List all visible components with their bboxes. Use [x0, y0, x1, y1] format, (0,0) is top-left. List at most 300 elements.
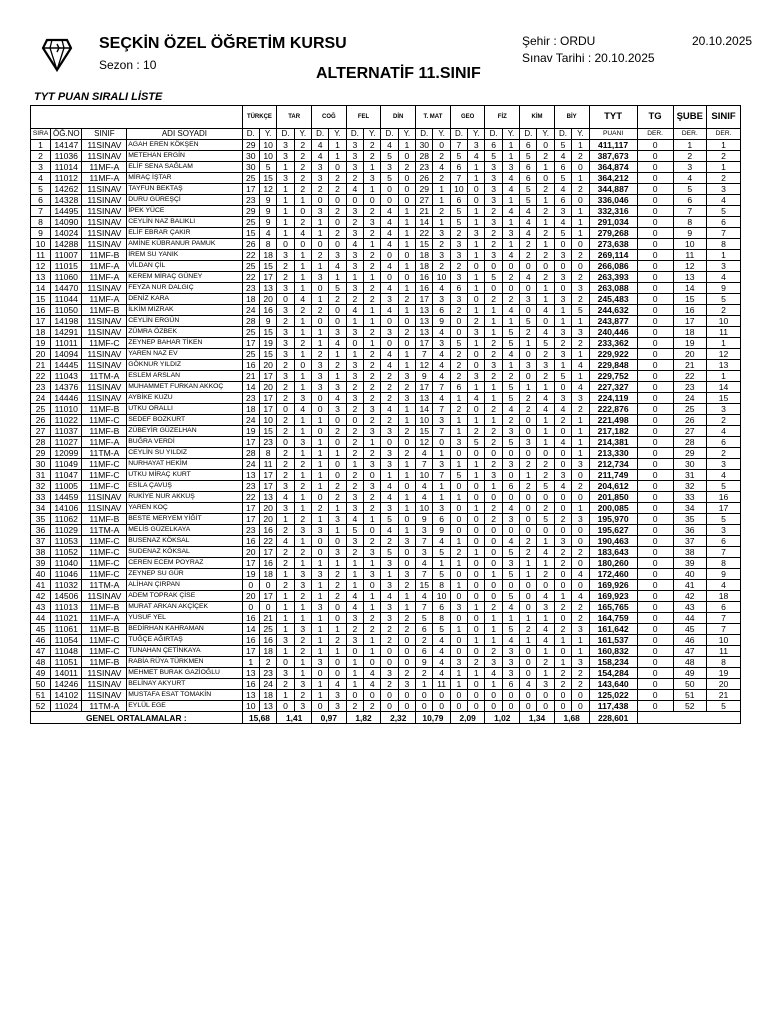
tyt-score-cell: 161,642 — [589, 624, 637, 635]
score-cell: 5 — [502, 437, 519, 448]
score-cell: 1 — [485, 635, 502, 646]
score-cell: 0 — [520, 602, 537, 613]
score-cell: 1 — [364, 184, 381, 195]
score-cell: 1 — [572, 448, 589, 459]
score-cell: 3 — [311, 382, 328, 393]
rank-cell: 34 — [31, 503, 51, 514]
score-cell: 17 — [242, 558, 259, 569]
tg-rank-cell: 0 — [637, 327, 673, 338]
class-cell: 11MF-C — [82, 569, 127, 580]
subject-header: FİZ — [485, 106, 520, 129]
sube-rank-cell: 37 — [673, 536, 707, 547]
score-cell: 5 — [520, 151, 537, 162]
class-cell: 11SINAV — [82, 492, 127, 503]
student-name-cell: DENİZ KARA — [127, 294, 242, 305]
score-cell: 28 — [242, 448, 259, 459]
score-cell: 4 — [277, 492, 294, 503]
score-cell: 0 — [277, 657, 294, 668]
score-cell: 2 — [554, 338, 571, 349]
student-name-cell: AYBİKE KUZU — [127, 393, 242, 404]
score-cell: 1 — [468, 283, 485, 294]
score-cell: 3 — [537, 679, 554, 690]
score-cell: 3 — [346, 327, 363, 338]
score-cell: 10 — [433, 272, 450, 283]
score-cell: 0 — [572, 492, 589, 503]
score-cell: 1 — [468, 305, 485, 316]
class-cell: 11MF-C — [82, 547, 127, 558]
tg-rank-cell: 0 — [637, 195, 673, 206]
score-cell: 0 — [468, 349, 485, 360]
wrong-header: Y. — [433, 129, 450, 140]
score-cell: 3 — [381, 580, 398, 591]
student-name-cell: ALİHAN ÇIRPAN — [127, 580, 242, 591]
score-cell: 1 — [468, 173, 485, 184]
score-cell: 3 — [398, 679, 415, 690]
tyt-score-cell: 117,438 — [589, 701, 637, 712]
score-cell: 2 — [485, 459, 502, 470]
score-cell: 3 — [294, 569, 311, 580]
class-cell: 11MF-A — [82, 294, 127, 305]
sinif-rank-cell: 14 — [707, 382, 741, 393]
score-cell: 2 — [311, 250, 328, 261]
score-cell: 2 — [346, 404, 363, 415]
score-cell: 1 — [294, 272, 311, 283]
score-cell: 17 — [242, 437, 259, 448]
score-cell: 2 — [450, 349, 467, 360]
score-cell: 29 — [242, 140, 259, 151]
score-cell: 1 — [537, 283, 554, 294]
score-cell: 0 — [329, 316, 346, 327]
wrong-header: Y. — [502, 129, 519, 140]
score-cell: 30 — [416, 140, 433, 151]
tyt-score-cell: 169,923 — [589, 591, 637, 602]
score-cell: 4 — [554, 151, 571, 162]
score-cell: 5 — [485, 272, 502, 283]
score-cell: 4 — [416, 558, 433, 569]
score-cell: 2 — [572, 481, 589, 492]
score-cell: 2 — [329, 426, 346, 437]
sinif-rank-cell: 1 — [707, 338, 741, 349]
score-cell: 5 — [502, 327, 519, 338]
score-cell: 1 — [242, 657, 259, 668]
score-cell: 3 — [277, 349, 294, 360]
sinif-rank-cell: 9 — [707, 283, 741, 294]
sinif-header: SINIF — [707, 106, 741, 129]
score-cell: 3 — [554, 393, 571, 404]
tg-rank-cell: 0 — [637, 349, 673, 360]
class-cell: 11SINAV — [82, 690, 127, 701]
score-cell: 5 — [485, 151, 502, 162]
sube-rank-cell: 41 — [673, 580, 707, 591]
score-cell: 1 — [468, 206, 485, 217]
score-cell: 1 — [346, 349, 363, 360]
score-cell: 0 — [416, 690, 433, 701]
class-cell: 11MF-A — [82, 173, 127, 184]
score-cell: 18 — [259, 690, 276, 701]
score-cell: 3 — [572, 393, 589, 404]
score-cell: 2 — [294, 140, 311, 151]
score-cell: 3 — [433, 459, 450, 470]
score-cell: 0 — [329, 602, 346, 613]
score-cell: 11 — [259, 459, 276, 470]
student-no-cell: 11014 — [51, 162, 82, 173]
student-name-cell: MELİS GÜZELKAYA — [127, 525, 242, 536]
score-cell: 1 — [468, 415, 485, 426]
score-cell: 5 — [433, 547, 450, 558]
student-no-cell: 11029 — [51, 525, 82, 536]
student-name-cell: MİRAÇ İŞTAR — [127, 173, 242, 184]
score-cell: 18 — [259, 569, 276, 580]
tyt-score-cell: 190,463 — [589, 536, 637, 547]
score-cell: 4 — [311, 151, 328, 162]
score-cell: 2 — [450, 261, 467, 272]
score-cell: 2 — [537, 569, 554, 580]
score-cell: 5 — [433, 624, 450, 635]
score-cell: 1 — [364, 514, 381, 525]
score-cell: 4 — [364, 668, 381, 679]
score-cell: 2 — [554, 547, 571, 558]
score-cell: 13 — [416, 305, 433, 316]
score-cell: 2 — [346, 701, 363, 712]
score-cell: 0 — [520, 646, 537, 657]
student-no-cell: 14024 — [51, 228, 82, 239]
score-cell: 1 — [294, 283, 311, 294]
score-cell: 0 — [242, 580, 259, 591]
student-no-cell: 11037 — [51, 426, 82, 437]
score-cell: 9 — [416, 657, 433, 668]
score-cell: 25 — [242, 327, 259, 338]
score-cell: 1 — [468, 470, 485, 481]
sinif-rank-cell: 3 — [707, 525, 741, 536]
score-cell: 21 — [242, 371, 259, 382]
sinif-rank-cell: 5 — [707, 514, 741, 525]
tg-rank-cell: 0 — [637, 404, 673, 415]
class-cell: 11SINAV — [82, 217, 127, 228]
score-cell: 25 — [242, 349, 259, 360]
rank-cell: 52 — [31, 701, 51, 712]
score-cell: 0 — [520, 283, 537, 294]
score-cell: 5 — [381, 151, 398, 162]
score-cell: 0 — [468, 613, 485, 624]
table-row — [31, 415, 741, 426]
score-cell: 15 — [416, 426, 433, 437]
score-cell: 3 — [346, 613, 363, 624]
score-cell: 5 — [450, 338, 467, 349]
score-cell: 29 — [416, 184, 433, 195]
sube-rank-cell: 28 — [673, 437, 707, 448]
tyt-score-cell: 211,749 — [589, 470, 637, 481]
score-cell: 1 — [346, 316, 363, 327]
student-no-cell: 14459 — [51, 492, 82, 503]
score-cell: 2 — [381, 393, 398, 404]
score-cell: 4 — [381, 206, 398, 217]
score-cell: 2 — [554, 668, 571, 679]
score-cell: 17 — [242, 646, 259, 657]
score-cell: 1 — [311, 580, 328, 591]
list-title: TYT PUAN SIRALI LİSTE — [34, 91, 163, 103]
score-cell: 7 — [450, 140, 467, 151]
score-cell: 5 — [329, 283, 346, 294]
score-cell: 0 — [537, 701, 554, 712]
score-cell: 2 — [346, 470, 363, 481]
score-cell: 3 — [572, 459, 589, 470]
score-cell: 26 — [242, 239, 259, 250]
sube-rank-cell: 10 — [673, 239, 707, 250]
tg-rank-cell: 0 — [637, 624, 673, 635]
score-cell: 2 — [537, 250, 554, 261]
score-cell: 0 — [381, 657, 398, 668]
score-cell: 3 — [311, 272, 328, 283]
score-cell: 4 — [520, 679, 537, 690]
score-cell: 4 — [346, 514, 363, 525]
student-no-cell: 14147 — [51, 140, 82, 151]
score-cell: 3 — [572, 657, 589, 668]
class-cell: 11SINAV — [82, 195, 127, 206]
score-cell: 0 — [537, 140, 554, 151]
score-cell: 0 — [572, 525, 589, 536]
student-name-cell: UTKU ORALLI — [127, 404, 242, 415]
tyt-score-cell: 164,759 — [589, 613, 637, 624]
score-cell: 2 — [277, 316, 294, 327]
score-cell: 2 — [364, 613, 381, 624]
score-cell: 1 — [398, 261, 415, 272]
class-header: SINIF — [82, 129, 127, 140]
score-cell: 3 — [294, 679, 311, 690]
score-cell: 1 — [398, 349, 415, 360]
student-name-cell: METEHAN ERGİN — [127, 151, 242, 162]
score-cell: 0 — [277, 404, 294, 415]
score-cell: 1 — [485, 316, 502, 327]
score-cell: 6 — [450, 382, 467, 393]
score-cell: 4 — [329, 338, 346, 349]
table-row — [31, 305, 741, 316]
tg-rank-cell: 0 — [637, 481, 673, 492]
table-row — [31, 690, 741, 701]
score-cell: 2 — [294, 305, 311, 316]
sinif-rank-cell: 2 — [707, 448, 741, 459]
score-cell: 2 — [572, 547, 589, 558]
student-no-cell: 11022 — [51, 415, 82, 426]
score-cell: 9 — [433, 525, 450, 536]
score-cell: 3 — [485, 360, 502, 371]
wrong-header: Y. — [294, 129, 311, 140]
score-cell: 2 — [277, 525, 294, 536]
rank-cell: 42 — [31, 591, 51, 602]
score-cell: 17 — [259, 481, 276, 492]
tyt-score-cell: 273,638 — [589, 239, 637, 250]
sube-rank-cell: 49 — [673, 668, 707, 679]
score-cell: 1 — [398, 415, 415, 426]
score-cell: 0 — [450, 591, 467, 602]
score-cell: 1 — [485, 624, 502, 635]
score-cell: 3 — [554, 250, 571, 261]
student-name-cell: KEREM MİRAÇ GÜNEY — [127, 272, 242, 283]
score-cell: 1 — [311, 514, 328, 525]
score-cell: 1 — [311, 690, 328, 701]
score-cell: 1 — [502, 613, 519, 624]
subject-average: 0,97 — [311, 712, 346, 724]
sinif-rank-cell: 21 — [707, 690, 741, 701]
student-name-cell: YUSUF YEL — [127, 613, 242, 624]
class-cell: 11TM-A — [82, 448, 127, 459]
student-name-cell: ESLEM ARSLAN — [127, 371, 242, 382]
score-cell: 25 — [242, 261, 259, 272]
sinif-rank-cell: 8 — [707, 239, 741, 250]
score-cell: 7 — [433, 470, 450, 481]
score-cell: 0 — [346, 415, 363, 426]
score-cell: 3 — [329, 514, 346, 525]
tg-rank-cell: 0 — [637, 536, 673, 547]
score-cell: 20 — [259, 360, 276, 371]
score-cell: 2 — [572, 679, 589, 690]
table-row — [31, 635, 741, 646]
score-cell: 2 — [398, 426, 415, 437]
tyt-score-cell: 214,381 — [589, 437, 637, 448]
score-cell: 4 — [502, 206, 519, 217]
score-cell: 1 — [468, 162, 485, 173]
score-cell: 3 — [346, 360, 363, 371]
score-cell: 13 — [242, 690, 259, 701]
score-cell: 3 — [346, 503, 363, 514]
score-cell: 3 — [485, 250, 502, 261]
score-cell: 0 — [468, 481, 485, 492]
score-cell: 4 — [311, 140, 328, 151]
score-cell: 5 — [520, 195, 537, 206]
score-cell: 1 — [485, 679, 502, 690]
score-cell: 7 — [416, 536, 433, 547]
score-cell: 4 — [381, 140, 398, 151]
score-cell: 20 — [242, 547, 259, 558]
rank-cell: 5 — [31, 184, 51, 195]
tyt-score-cell: 244,632 — [589, 305, 637, 316]
tyt-score-cell: 204,612 — [589, 481, 637, 492]
rank-cell: 51 — [31, 690, 51, 701]
score-cell: 3 — [364, 173, 381, 184]
score-cell: 1 — [311, 261, 328, 272]
score-cell: 3 — [433, 294, 450, 305]
score-cell: 1 — [398, 217, 415, 228]
score-cell: 1 — [572, 228, 589, 239]
score-cell: 2 — [485, 338, 502, 349]
score-cell: 2 — [381, 415, 398, 426]
results-table — [30, 105, 741, 724]
score-cell: 6 — [502, 481, 519, 492]
score-cell: 1 — [537, 536, 554, 547]
score-cell: 4 — [520, 217, 537, 228]
score-cell: 26 — [416, 173, 433, 184]
score-cell: 10 — [433, 591, 450, 602]
score-cell: 1 — [311, 646, 328, 657]
score-cell: 0 — [502, 261, 519, 272]
score-cell: 0 — [520, 525, 537, 536]
sinif-rank-cell: 6 — [707, 437, 741, 448]
sinif-rank-cell: 1 — [707, 250, 741, 261]
class-cell: 11MF-B — [82, 250, 127, 261]
score-cell: 0 — [554, 701, 571, 712]
score-cell: 0 — [502, 701, 519, 712]
score-cell: 0 — [537, 316, 554, 327]
score-cell: 1 — [468, 382, 485, 393]
student-no-cell: 11052 — [51, 547, 82, 558]
score-cell: 0 — [364, 657, 381, 668]
score-cell: 0 — [468, 294, 485, 305]
score-cell: 2 — [294, 481, 311, 492]
score-cell: 1 — [364, 437, 381, 448]
class-cell: 11SINAV — [82, 360, 127, 371]
score-cell: 16 — [242, 679, 259, 690]
tg-rank-cell: 0 — [637, 140, 673, 151]
class-cell: 11SINAV — [82, 349, 127, 360]
score-cell: 2 — [346, 426, 363, 437]
score-cell: 4 — [329, 679, 346, 690]
score-cell: 1 — [311, 437, 328, 448]
score-cell: 1 — [433, 481, 450, 492]
score-cell: 4 — [537, 624, 554, 635]
score-cell: 4 — [502, 635, 519, 646]
score-cell: 3 — [554, 294, 571, 305]
score-cell: 1 — [294, 195, 311, 206]
score-cell: 7 — [416, 602, 433, 613]
score-cell: 3 — [502, 459, 519, 470]
tyt-score-cell: 245,483 — [589, 294, 637, 305]
class-cell: 11SINAV — [82, 140, 127, 151]
score-cell: 1 — [398, 525, 415, 536]
score-cell: 5 — [450, 206, 467, 217]
score-cell: 3 — [346, 492, 363, 503]
score-cell: 2 — [294, 459, 311, 470]
score-cell: 1 — [450, 624, 467, 635]
score-cell: 1 — [450, 679, 467, 690]
class-cell: 11SINAV — [82, 393, 127, 404]
score-cell: 4 — [433, 283, 450, 294]
class-cell: 11SINAV — [82, 239, 127, 250]
class-cell: 11MF-B — [82, 404, 127, 415]
score-cell: 3 — [502, 657, 519, 668]
score-cell: 2 — [572, 668, 589, 679]
student-name-cell: NURHAYAT HEKİM — [127, 459, 242, 470]
score-cell: 0 — [398, 657, 415, 668]
rank-cell: 14 — [31, 283, 51, 294]
rank-cell: 11 — [31, 250, 51, 261]
sinif-rank-cell: 5 — [707, 294, 741, 305]
sube-rank-cell: 31 — [673, 470, 707, 481]
correct-header: D. — [554, 129, 571, 140]
score-cell: 1 — [572, 503, 589, 514]
sube-rank-cell: 25 — [673, 404, 707, 415]
score-cell: 17 — [259, 547, 276, 558]
score-cell: 10 — [450, 184, 467, 195]
score-cell: 3 — [364, 481, 381, 492]
score-cell: 0 — [450, 514, 467, 525]
sube-rank-cell: 2 — [673, 151, 707, 162]
student-no-cell: 14102 — [51, 690, 82, 701]
score-cell: 1 — [329, 624, 346, 635]
score-cell: 4 — [416, 591, 433, 602]
score-cell: 2 — [537, 272, 554, 283]
score-cell: 2 — [572, 151, 589, 162]
score-cell: 1 — [554, 635, 571, 646]
tg-rank-cell: 0 — [637, 272, 673, 283]
score-cell: 4 — [381, 217, 398, 228]
score-cell: 4 — [277, 536, 294, 547]
score-cell: 0 — [554, 448, 571, 459]
score-cell: 1 — [502, 195, 519, 206]
score-cell: 22 — [259, 536, 276, 547]
score-cell: 5 — [502, 338, 519, 349]
score-cell: 0 — [468, 514, 485, 525]
score-cell: 0 — [398, 195, 415, 206]
score-cell: 4 — [433, 646, 450, 657]
